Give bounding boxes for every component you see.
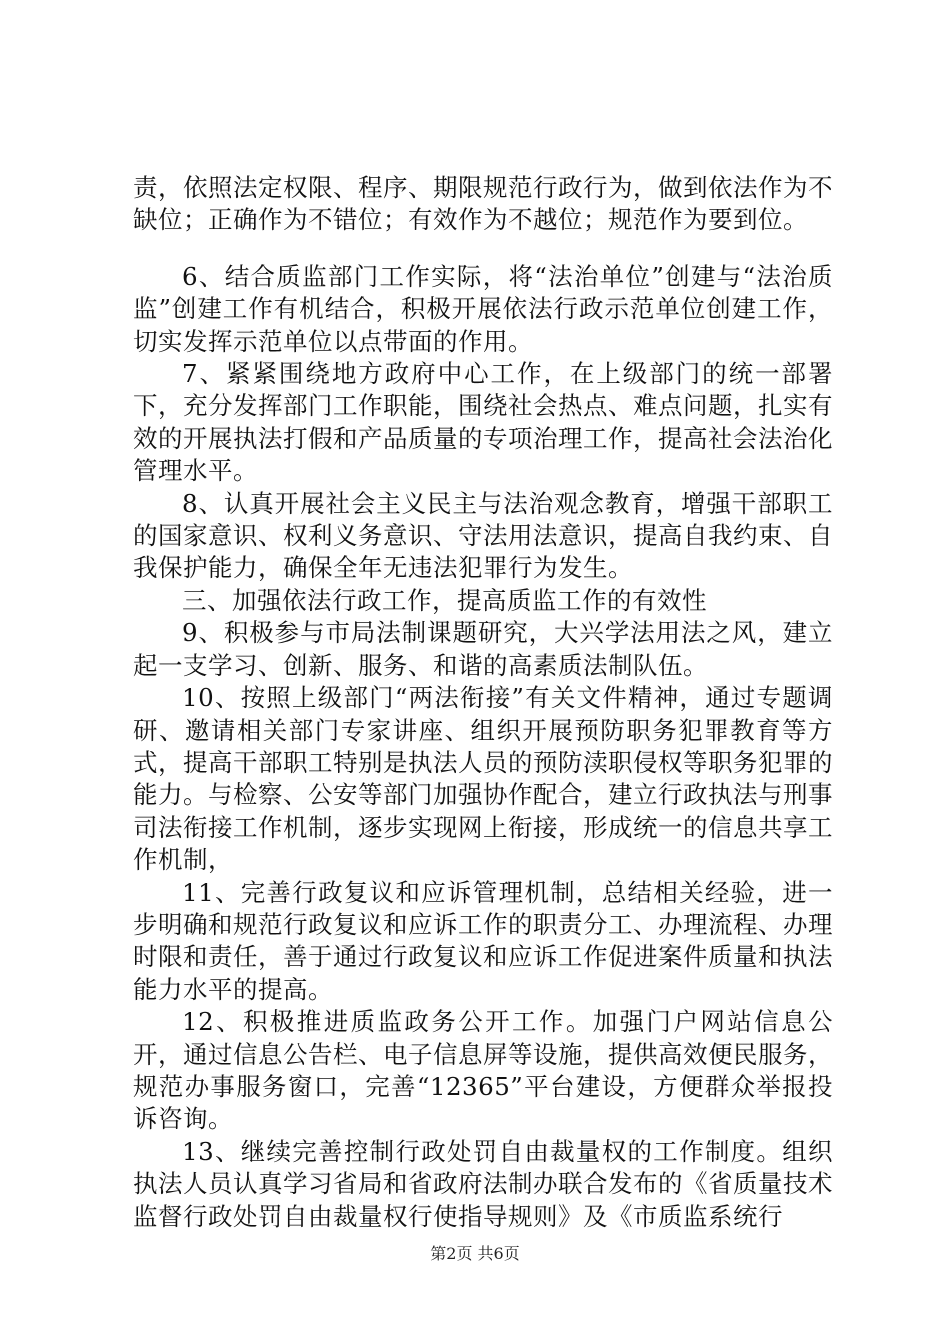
paragraph-item-11: 11、完善行政复议和应诉管理机制，总结相关经验，进一步明确和规范行政复议和应诉工作的职责分工、办理流程、办理时限和责任，善于通过行政复议和应诉工作促进案件质量和执法能力水平的提高。	[133, 877, 833, 1004]
paragraph-item-6: 6、结合质监部门工作实际，将“法治单位”创建与“法治质监”创建工作有机结合，积极开展依法行政示范单位创建工作，切实发挥示范单位以点带面的作用。	[133, 261, 833, 356]
paragraph-continuation: 责，依照法定权限、程序、期限规范行政行为，做到依法作为不缺位；正确作为不错位；有效作为不越位；规范作为要到位。	[133, 173, 833, 235]
paragraph-gap	[133, 237, 833, 261]
paragraph-item-8: 8、认真开展社会主义民主与法治观念教育，增强干部职工的国家意识、权利义务意识、守法用法意识，提高自我约束、自我保护能力，确保全年无违法犯罪行为发生。	[133, 488, 833, 583]
document-body	[133, 172, 833, 1233]
section-heading-3: 三、加强依法行政工作，提高质监工作的有效性	[182, 585, 707, 615]
paragraph-item-12: 12、积极推进质监政务公开工作。加强门户网站信息公开，通过信息公告栏、电子信息屏等设施，提供高效便民服务，规范办事服务窗口，完善“12365”平台建设，方便群众举报投诉咨询。	[133, 1007, 833, 1134]
paragraph-item-13: 13、继续完善控制行政处罚自由裁量权的工作制度。组织执法人员认真学习省局和省政府法制办联合发布的《省质量技术监督行政处罚自由裁量权行使指导规则》及《市质监系统行	[133, 1136, 833, 1231]
paragraph-item-9: 9、积极参与市局法制课题研究，大兴学法用法之风，建立起一支学习、创新、服务、和谐的高素质法制队伍。	[133, 618, 833, 680]
page-number-footer: 第2页 共6页	[430, 1244, 520, 1263]
paragraph-item-10: 10、按照上级部门“两法衔接”有关文件精神，通过专题调研、邀请相关部门专家讲座、组织开展预防职务犯罪教育等方式，提高干部职工特别是执法人员的预防渎职侵权等职务犯罪的能力。与检察、公安等部门加强协作配合，建立行政执法与刑事司法衔接工作机制，逐步实现网上衔接，形成统一的信息共享工作机制，	[133, 683, 833, 875]
paragraph-item-7: 7、紧紧围绕地方政府中心工作，在上级部门的统一部署下，充分发挥部门工作职能，围绕社会热点、难点问题，扎实有效的开展执法打假和产品质量的专项治理工作，提高社会法治化管理水平。	[133, 359, 833, 486]
